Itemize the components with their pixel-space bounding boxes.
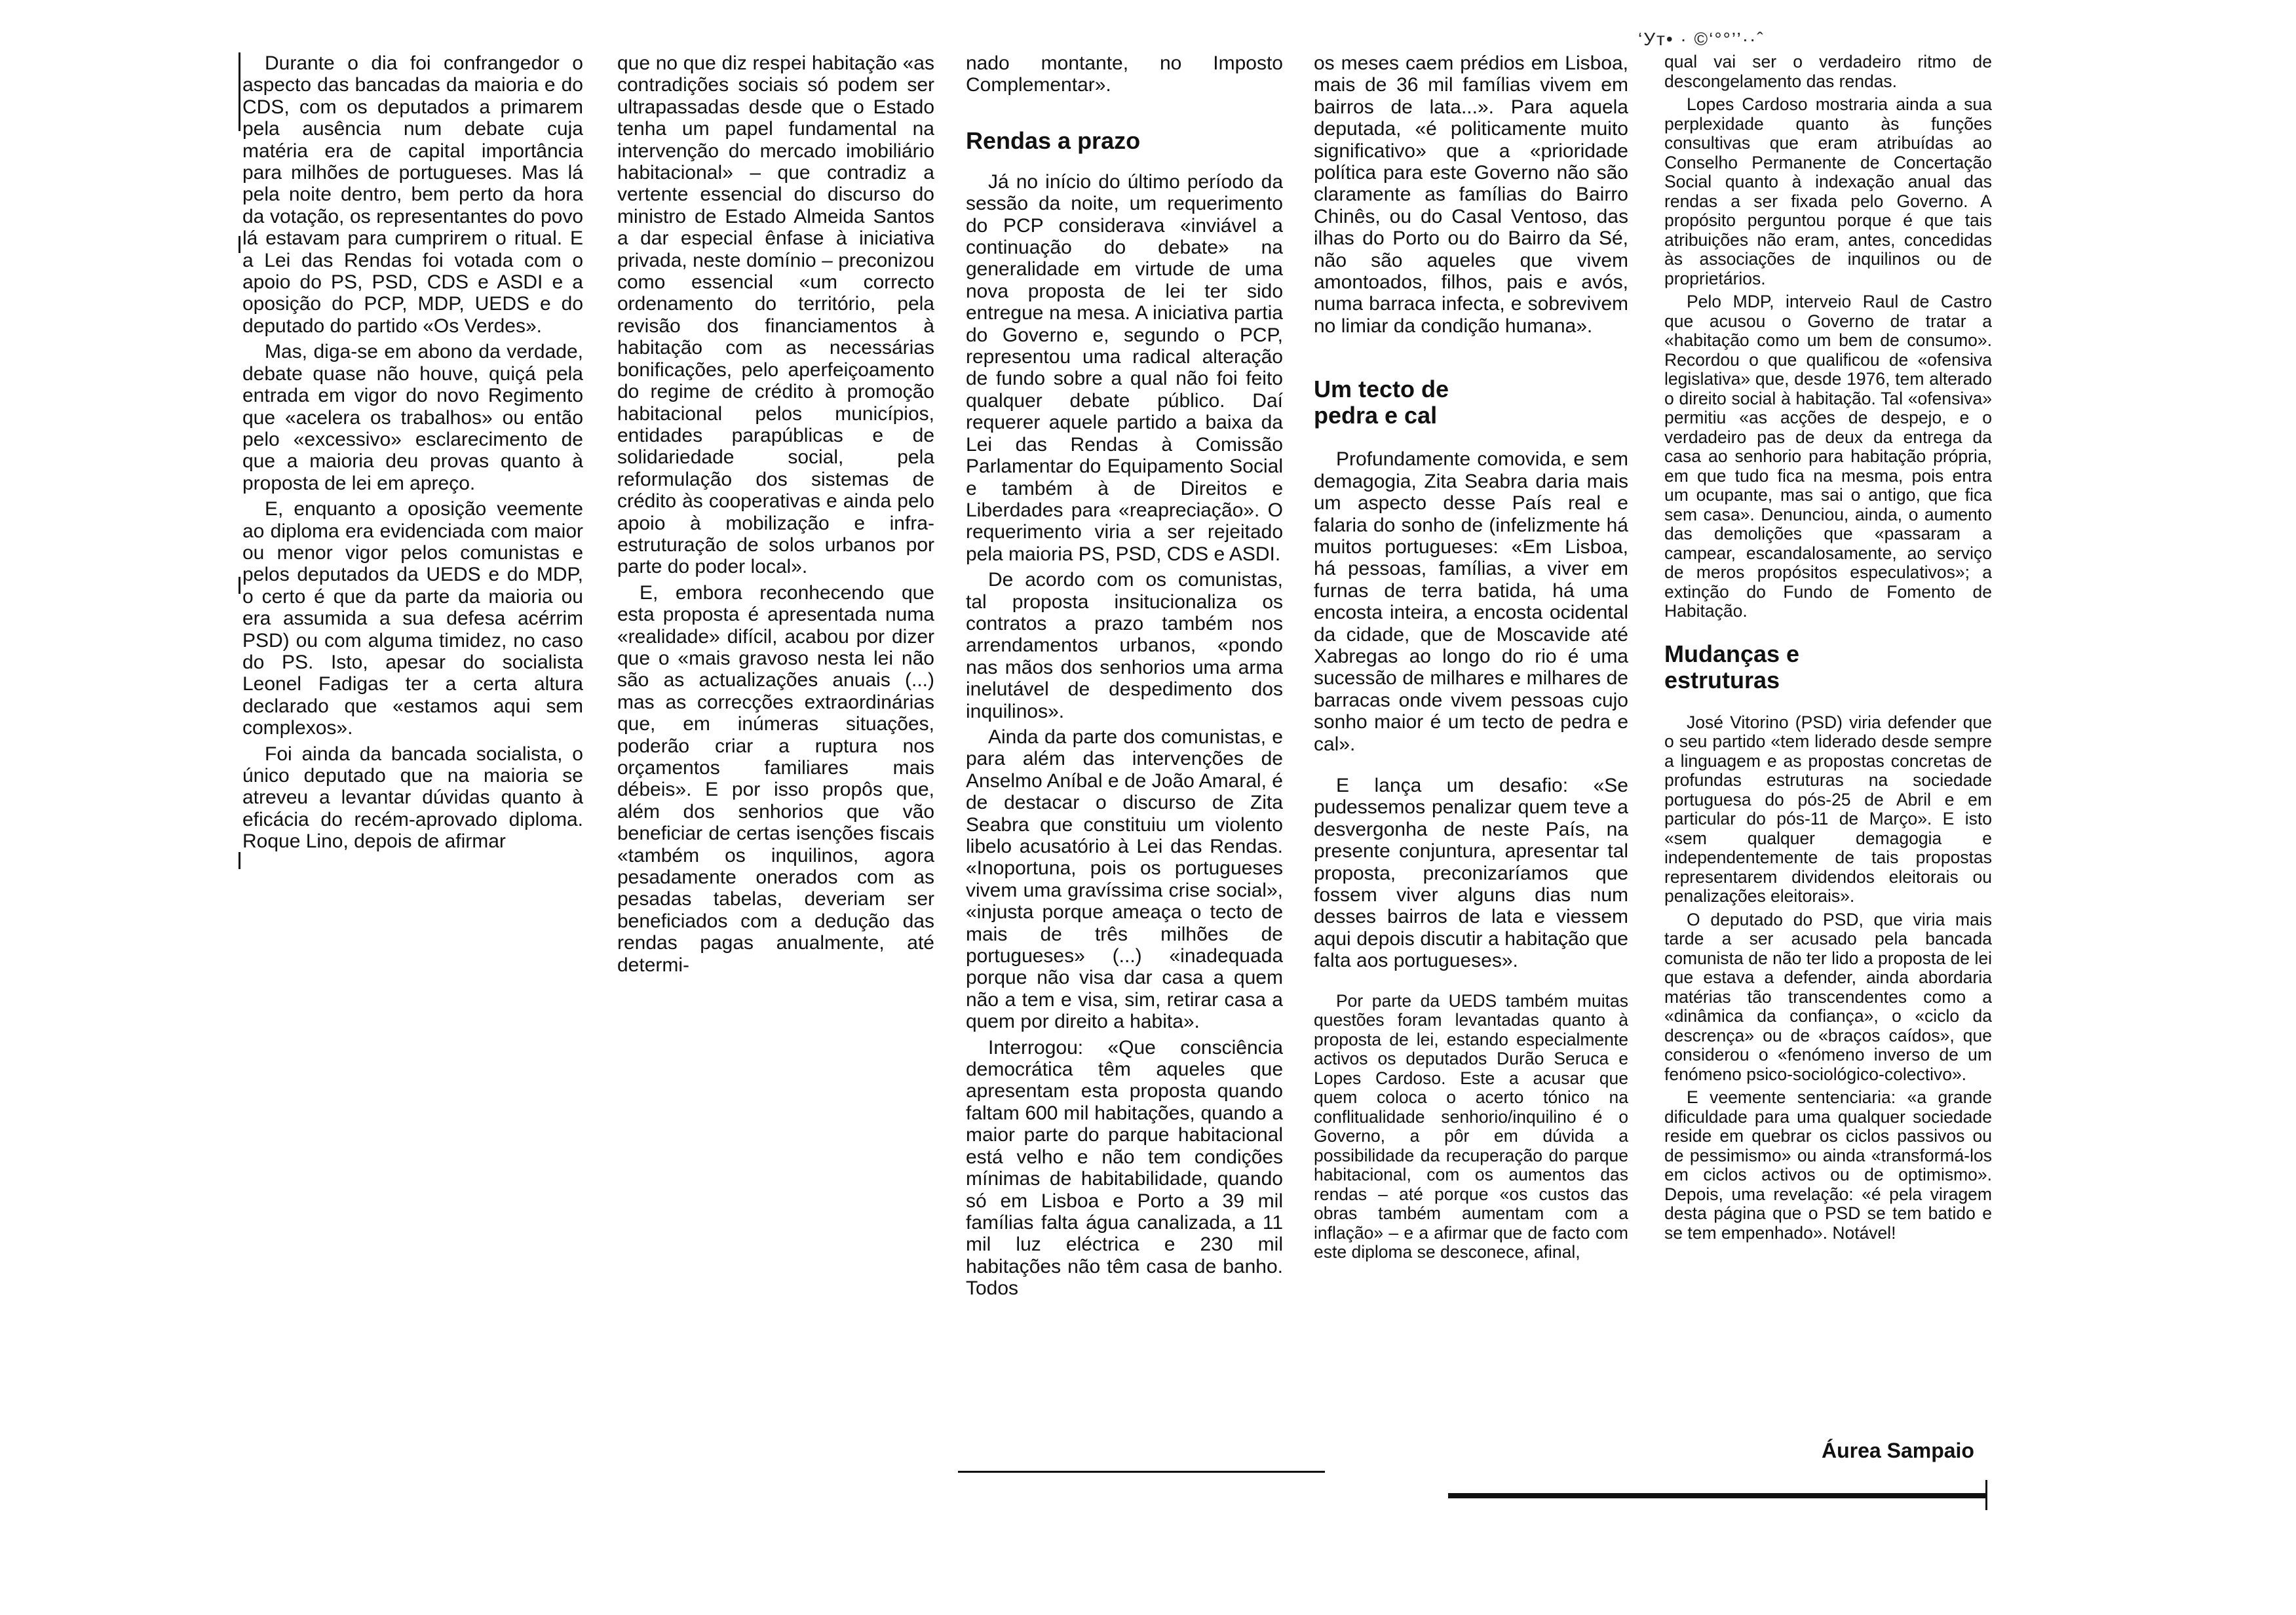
paragraph-small: qual vai ser o verdadeiro ritmo de descongelamento das rendas. <box>1664 52 1992 91</box>
paragraph-small: E veemente sentenciaria: «a grande dificuldade para uma qualquer sociedade reside em quebrar os ciclos passivos ou de pessimismo» ou ainda «transformá-los em ciclos activos ou de optimismo». Depois, uma revelação: «é pela viragem desta página que o PSD se tem batido e se tem empenhado». Notável! <box>1664 1087 1992 1243</box>
paragraph: Durante o dia foi confrangedor o aspecto das bancadas da maioria e do CDS, com os deputados a primarem pela ausência num debate cuja matéria era de capital importância para milhões de portugueses. Mas lá pela noite dentro, bem perto da hora da votação, os representantes do povo lá estavam para cumprirem o ritual. E a Lei das Rendas foi votada com o apoio do PS, PSD, CDS e ASDI e a oposição do PCP, MDP, UEDS e do deputado do partido «Os Verdes». <box>242 52 583 337</box>
paragraph: E, embora reconhecendo que esta proposta é apresentada numa «realidade» difícil, acabou por dizer que o «mais gravoso nesta lei não são as actualizações anuais (...) mas as correcções extraordinárias que, em inúmeras situações, poderão criar a ruptura nos orçamentos familiares mais débeis». E por isso propôs que, além dos senhorios que vão beneficiar de certas isenções fiscais «também os inquilinos, agora pesadamente onerados com as pesadas tabelas, deveriam ser beneficiados com a dedução das rendas pagas anualmente, até determi- <box>617 581 934 976</box>
paragraph: nado montante, no Imposto Complementar». <box>966 52 1283 96</box>
author-byline: Áurea Sampaio <box>1822 1439 1974 1462</box>
paragraph-small: Lopes Cardoso mostraria ainda a sua perplexidade quanto às funções consultivas que eram atribuídas ao Conselho Permanente de Concertação Social quanto à indexação anual das rendas a ser fixada pelo Governo. A propósito perguntou porque é que tais atribuições não eram, antes, concedidas às associações de inquilinos ou de proprietários. <box>1664 94 1992 288</box>
paragraph-small: O deputado do PSD, que viria mais tarde a ser acusado pela bancada comunista de não ter lido a proposta de lei que estava a defender, ainda abordaria matérias tão transcendentes como a «dinâmica da confiança», o «ciclo da descrença» ou de «braços caídos», que considerou o «fenómeno inverso de um fenómeno psico-sociológico-colectivo». <box>1664 909 1992 1084</box>
paragraph-small: Pelo MDP, interveio Raul de Castro que acusou o Governo de tratar a «habitação como um bem de consumo». Recordou o que qualificou de «ofensiva legislativa» que, desde 1976, tem alterado o direito social à habitação. Tal «ofensiva» permitiu «as acções de despejo, e o verdadeiro pas de deux da entrega da casa ao senhorio para habitação própria, em que tudo fica na mesma, pois entra um ocupante, mas sai o antigo, que fica sem casa». Denunciou, ainda, o aumento das demolições que «passaram a campear, escandalosamente, ao serviço de meros propósitos especulativos»; a extinção do Fundo de Fomento de Habitação. <box>1664 292 1992 621</box>
article-end-rule <box>1448 1493 1985 1498</box>
section-heading-rendas-a-prazo: Rendas a prazo <box>966 126 1141 154</box>
column-5 <box>1664 52 1992 1462</box>
margin-tick <box>239 577 240 594</box>
section-heading-um-tecto: Um tecto de pedra e cal <box>1314 376 1449 429</box>
paragraph: Foi ainda da bancada socialista, o único deputado que na maioria se atreveu a levantar dúvidas quanto à eficácia do recém-aprovado diploma. Roque Lino, depois de afirmar <box>242 743 583 853</box>
paragraph: os meses caem prédios em Lisboa, mais de 36 mil famílias vivem em bairros de lata...». Para aquela deputada, «é politicamente muito significativo» que a «prioridade política para este Governo não são claramente as famílias do Bairro Chinês, ou do Casal Ventoso, das ilhas do Porto ou do Bairro da Sé, não são aqueles que vivem amontoados, filhos, pais e avós, numa barraca infecta, e sobrevivem no limiar da condição humana». <box>1314 52 1628 337</box>
paragraph-small: Por parte da UEDS também muitas questões foram levantadas quanto à proposta de lei, estando especialmente activos os deputados Durão Seruca e Lopes Cardoso. Este a acusar que quem coloca o acerto tónico na conflitualidade senhorio/inquilino é o Governo, a pôr em dúvida a possibilidade da recuperação do parque habitacional, com os aumentos das rendas – até porque «os custos das obras também aumentam com a inflação» – e a afirmar que de facto com este diploma se desconece, afinal, <box>1314 990 1628 1262</box>
paragraph: E lança um desafio: «Se pudessemos penalizar quem teve a desvergonha de neste País, na presente conjuntura, apresentar tal proposta, preconizaríamos que fossem viver alguns dias num desses bairros de lata e viessem aqui depois discutir a habitação que falta aos portugueses». <box>1314 774 1628 972</box>
paragraph: Ainda da parte dos comunistas, e para além das intervenções de Anselmo Aníbal e de João Amaral, é de destacar o discurso de Zita Seabra que constituiu um violento libelo acusatório à Lei das Rendas. «Inoportuna, pois os portugueses vivem uma gravíssima crise social», «injusta porque ameaça o tecto de mais de três milhões de portugueses» (...) «inadequada porque não visa dar casa a quem não a tem e visa, sim, retirar casa a quem por direito a habita». <box>966 726 1283 1033</box>
paragraph-small: José Vitorino (PSD) viria defender que o seu partido «tem liderado desde sempre a linguagem e as propostas concretas de profundas estruturas na sociedade portuguesa do pós-25 de Abril e em particular do pós-11 de Março». E isto «sem qualquer demagogia e independentemente de tais propostas representarem dividendos eleitorais ou penalizações eleitorais». <box>1664 712 1992 906</box>
paragraph: E, enquanto a oposição veemente ao diploma era evidenciada com maior ou menor vigor pelos comunistas e pelos deputados da UEDS e do MDP, o certo é que da parte da maioria ou era assumida a sua defesa acérrim PSD) ou com alguma timidez, no caso do PS. Isto, apesar do socialista Leonel Fadigas ter a certa altura declarado que «estamos aqui sem complexos». <box>242 498 583 739</box>
article-end-mark <box>1985 1480 1987 1510</box>
margin-tick <box>239 852 240 869</box>
margin-tick <box>239 236 240 253</box>
section-heading-mudancas: Mudanças e estruturas <box>1664 640 1800 693</box>
header-fragment: ‘Ут• · ©‘°°’’··ˆ <box>1638 29 1765 49</box>
paragraph: Interrogou: «Que consciência democrática têm aqueles que apresentam esta proposta quando faltam 600 mil habitações, quando a maior parte do parque habitacional está velho e não tem condições mínimas de habitabilidade, quando só em Lisboa e Porto a 39 mil famílias falta água canalizada, a 11 mil luz eléctrica e 230 mil habitações não têm casa de banho. Todos <box>966 1036 1283 1300</box>
paragraph: De acordo com os comunistas, tal proposta insitucionaliza os contratos a prazo também nos arrendamentos urbanos, «pondo nas mãos dos senhorios uma arma inelutável de despedimento dos inquilinos». <box>966 569 1283 722</box>
column-1 <box>242 52 583 1062</box>
column-margin-rule <box>239 52 240 131</box>
column-3-bottom-rule <box>958 1471 1325 1473</box>
paragraph: que no que diz respei habitação «as contradições sociais só podem ser ultrapassadas desde que o Estado tenha um papel fundamental na intervenção do mercado imobiliário habitacional» – que contradiz a vertente essencial do discurso do ministro de Estado Almeida Santos a dar especial ênfase à iniciativa privada, neste domínio – preconizou como essencial «um correcto ordenamento do território, pela revisão dos financiamentos à habitação com as necessárias bonificações, pelo aperfeiçoamento do regime de crédito à promoção habitacional pelos municípios, entidades parapúblicas e de solidariedade social, pela reformulação dos sistemas de crédito às cooperativas e ainda pelo apoio à mobilização e infra-estruturação de solos urbanos por parte do poder local». <box>617 52 934 578</box>
column-2 <box>617 52 934 1062</box>
paragraph: Já no início do último período da sessão da noite, um requerimento do PCP considerava «inviável a continuação do debate» na generalidade em virtude de uma nova proposta de lei ter sido entregue na mesa. A iniciativa partia do Governo e, segundo o PCP, representou uma radical alteração de fundo sobre a qual não foi feito qualquer debate público. Daí requerer aquele partido a baixa da Lei das Rendas à Comissão Parlamentar do Equipamento Social e também à de Direitos e Liberdades para «reapreciação». O requerimento viria a ser rejeitado pela maioria PS, PSD, CDS e ASDI. <box>966 170 1283 565</box>
paragraph: Profundamente comovida, e sem demagogia, Zita Seabra daria mais um aspecto desse País real e falaria do sonho de (infelizmente há muitos portugueses: «Em Lisboa, há pessoas, famílias, a viver em furnas de terra batida, há uma encosta inteira, a encosta ocidental da cidade, que de Moscavide até Xabregas ao longo do rio é uma sucessão de milhares e milhares de barracas onde vivem pessoas cujo sonho maior é um tecto de pedra e cal». <box>1314 448 1628 755</box>
column-3 <box>966 52 1283 1462</box>
paragraph: Mas, diga-se em abono da verdade, debate quase não houve, quiçá pela entrada em vigor do novo Regimento que «acelera os trabalhos» ou então pelo «excessivo» esclarecimento de que a maioria deu provas quanto à proposta de lei em apreço. <box>242 341 583 494</box>
column-4 <box>1314 52 1628 1462</box>
